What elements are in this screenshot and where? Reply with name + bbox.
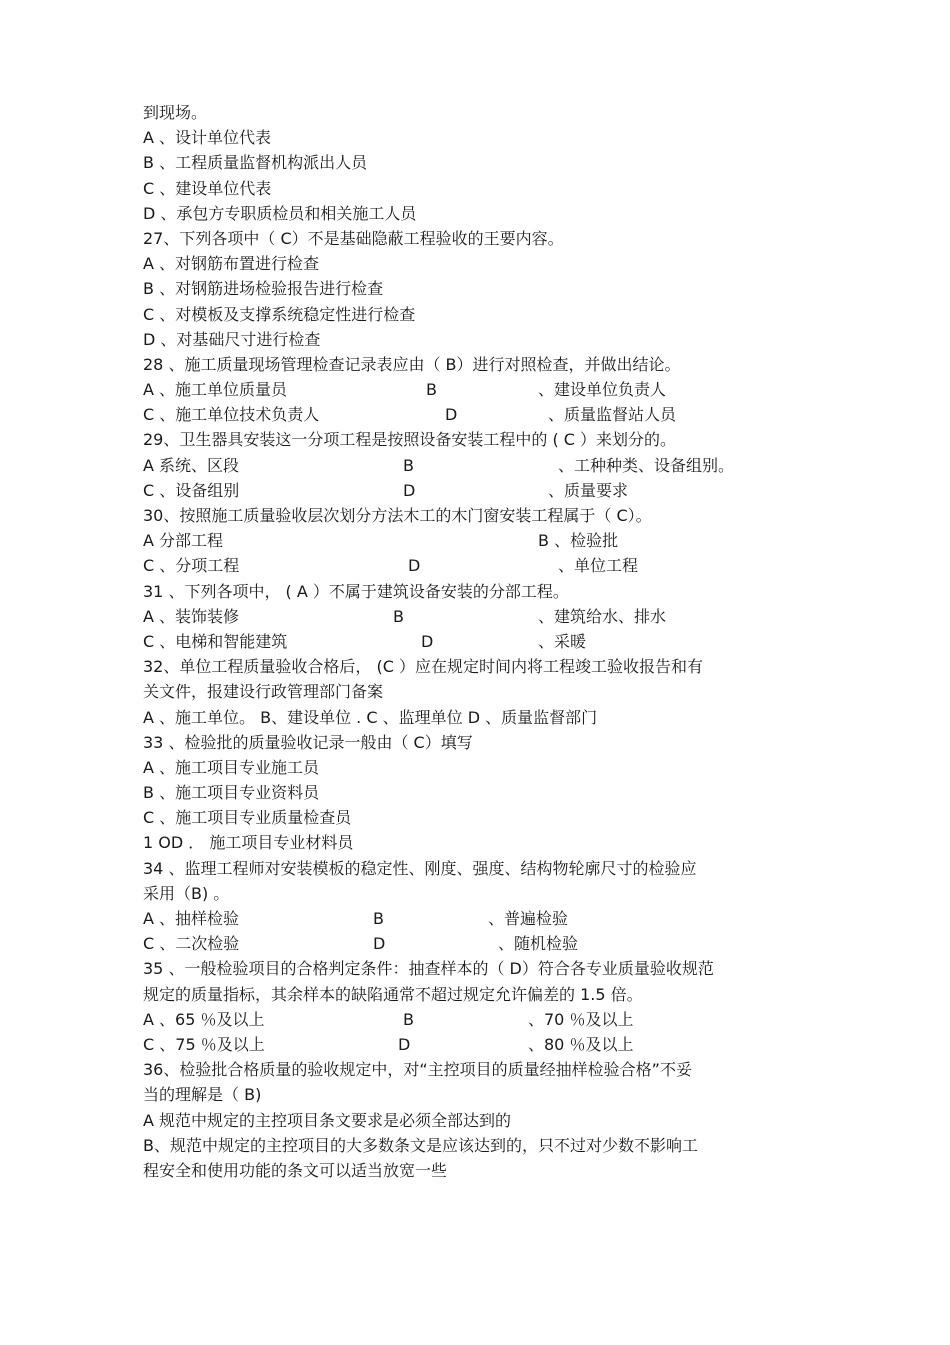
option-column-text: B bbox=[403, 1009, 414, 1029]
option-column-text: B bbox=[426, 380, 437, 400]
option-column-text: 、70 ％及以上 bbox=[528, 1009, 634, 1029]
text-line bbox=[143, 503, 823, 528]
line-text: C 、75 ％及以上 bbox=[143, 1034, 265, 1054]
text-line bbox=[143, 982, 823, 1007]
option-column-text: D bbox=[398, 1034, 411, 1054]
option-column-text: B 、检验批 bbox=[538, 531, 619, 551]
line-text: B 、工程质量监督机构派出人员 bbox=[143, 153, 368, 173]
text-line bbox=[143, 176, 823, 201]
option-column-text: D bbox=[445, 405, 458, 425]
text-line bbox=[143, 654, 823, 679]
line-text: 30、按照施工质量验收层次划分方法木工的木门窗安装工程属于（ C）。 bbox=[143, 506, 652, 525]
line-text: 采用（B) 。 bbox=[143, 883, 230, 903]
text-line bbox=[143, 1133, 823, 1158]
text-line bbox=[143, 528, 823, 553]
text-line bbox=[143, 352, 823, 377]
line-text: 规定的质量指标，其余样本的缺陷通常不超过规定允许偏差的 1.5 倍。 bbox=[143, 984, 643, 1004]
line-text: 到现场。 bbox=[143, 103, 208, 122]
text-line bbox=[143, 604, 823, 629]
line-text: B 、施工项目专业资料员 bbox=[143, 783, 320, 803]
text-line bbox=[143, 201, 823, 226]
line-text: C 、施工项目专业质量检查员 bbox=[143, 808, 352, 828]
option-column-text: 、建筑给水、排水 bbox=[538, 606, 667, 626]
text-line bbox=[143, 427, 823, 452]
line-text: A 、对钢筋布置进行检查 bbox=[143, 254, 320, 274]
line-text: C 、建设单位代表 bbox=[143, 178, 272, 198]
option-column-text: 、随机检验 bbox=[498, 934, 579, 954]
text-line bbox=[143, 1108, 823, 1133]
line-text: A 、抽样检验 bbox=[143, 909, 240, 928]
option-column-text: B bbox=[373, 909, 384, 928]
line-text: A 、设计单位代表 bbox=[143, 128, 272, 148]
text-line bbox=[143, 226, 823, 251]
line-text: 27、下列各项中（ C）不是基础隐蔽工程验收的王要内容。 bbox=[143, 228, 564, 248]
line-text: A 、装饰装修 bbox=[143, 606, 240, 626]
option-column-text: D bbox=[408, 556, 421, 576]
line-text: C 、施工单位技术负责人 bbox=[143, 405, 320, 425]
line-text: 28 、施工质量现场管理检查记录表应由（ B）进行对照检查，并做出结论。 bbox=[143, 354, 681, 374]
question-text-body bbox=[143, 100, 823, 1183]
line-text: 36、检验批合格质量的验收规定中，对“主控项目的质量经抽样检验合格”不妥 bbox=[143, 1060, 692, 1080]
line-text: B、规范中规定的主控项目的大多数条文是应该达到的，只不过对少数不影响工 bbox=[143, 1135, 698, 1155]
text-line bbox=[143, 1032, 823, 1057]
text-line bbox=[143, 150, 823, 175]
line-text: 35 、一般检验项目的合格判定条件：抽查样本的（ D）符合各专业质量验收规范 bbox=[143, 959, 714, 979]
line-text: C 、二次检验 bbox=[143, 934, 240, 954]
line-text: C 、设备组别 bbox=[143, 480, 240, 500]
line-text: 当的理解是（ B) bbox=[143, 1085, 262, 1105]
line-text: 29、卫生器具安装这一分项工程是按照设备安装工程中的 ( C ）来划分的。 bbox=[143, 430, 677, 450]
line-text: C 、分项工程 bbox=[143, 556, 240, 576]
text-line bbox=[143, 956, 823, 981]
option-column-text: B bbox=[393, 606, 404, 626]
line-text: 31 、下列各项中， ( A ）不属于建筑设备安装的分部工程。 bbox=[143, 581, 569, 601]
line-text: A 分部工程 bbox=[143, 531, 224, 551]
text-line bbox=[143, 730, 823, 755]
text-line bbox=[143, 377, 823, 402]
line-text: A 系统、区段 bbox=[143, 455, 240, 475]
option-column-text: B bbox=[403, 455, 414, 475]
option-column-text: 、80 ％及以上 bbox=[528, 1034, 634, 1054]
line-text: 关文件，报建设行政管理部门备案 bbox=[143, 682, 384, 702]
line-text: D 、承包方专职质检员和相关施工人员 bbox=[143, 203, 417, 223]
text-line bbox=[143, 881, 823, 906]
text-line bbox=[143, 705, 823, 730]
option-column-text: D bbox=[421, 631, 434, 651]
line-text: 34 、监理工程师对安装模板的稳定性、刚度、强度、结构物轮廓尺寸的检验应 bbox=[143, 858, 697, 878]
option-column-text: 、工种种类、设备组别。 bbox=[558, 455, 735, 475]
text-line bbox=[143, 906, 823, 931]
text-line bbox=[143, 553, 823, 578]
line-text: B 、对钢筋进场检验报告进行检查 bbox=[143, 279, 384, 299]
text-line bbox=[143, 629, 823, 654]
line-text: 32、单位工程质量验收合格后， (C ）应在规定时间内将工程竣工验收报告和有 bbox=[143, 657, 703, 677]
text-line bbox=[143, 100, 823, 125]
text-line bbox=[143, 579, 823, 604]
text-line bbox=[143, 1158, 823, 1183]
text-line bbox=[143, 780, 823, 805]
text-line bbox=[143, 251, 823, 276]
line-text: 1 OD ． 施工项目专业材料员 bbox=[143, 833, 354, 853]
line-text: A 、65 ％及以上 bbox=[143, 1009, 265, 1029]
text-line bbox=[143, 276, 823, 301]
text-line bbox=[143, 453, 823, 478]
line-text: A 规范中规定的主控项目条文要求是必须全部达到的 bbox=[143, 1110, 512, 1130]
text-line bbox=[143, 931, 823, 956]
line-text: 33 、检验批的质量验收记录一般由（ C）填写 bbox=[143, 732, 473, 752]
option-column-text: 、普遍检验 bbox=[488, 909, 569, 928]
text-line bbox=[143, 679, 823, 704]
text-line bbox=[143, 805, 823, 830]
line-text: C 、电梯和智能建筑 bbox=[143, 631, 288, 651]
option-column-text: D bbox=[373, 934, 386, 954]
text-line bbox=[143, 1082, 823, 1107]
option-column-text: 、质量要求 bbox=[548, 480, 629, 500]
line-text: D 、对基础尺寸进行检查 bbox=[143, 329, 321, 349]
text-line bbox=[143, 755, 823, 780]
text-line bbox=[143, 302, 823, 327]
line-text: 程安全和使用功能的条文可以适当放宽一些 bbox=[143, 1160, 448, 1180]
line-text: C 、对模板及支撑系统稳定性进行检查 bbox=[143, 304, 416, 324]
line-text: A 、施工项目专业施工员 bbox=[143, 757, 320, 777]
line-text: A 、施工单位。 B、建设单位 . C 、监理单位 D 、质量监督部门 bbox=[143, 707, 598, 727]
option-column-text: 、建设单位负责人 bbox=[538, 380, 667, 400]
text-line bbox=[143, 478, 823, 503]
option-column-text: 、质量监督站人员 bbox=[548, 405, 677, 425]
text-line bbox=[143, 327, 823, 352]
text-line bbox=[143, 402, 823, 427]
option-column-text: D bbox=[403, 480, 416, 500]
option-column-text: 、单位工程 bbox=[558, 556, 639, 576]
text-line bbox=[143, 1007, 823, 1032]
text-line bbox=[143, 856, 823, 881]
text-line bbox=[143, 1057, 823, 1082]
text-line bbox=[143, 125, 823, 150]
line-text: A 、施工单位质量员 bbox=[143, 380, 288, 400]
option-column-text: 、采暖 bbox=[538, 631, 587, 651]
text-line bbox=[143, 830, 823, 855]
